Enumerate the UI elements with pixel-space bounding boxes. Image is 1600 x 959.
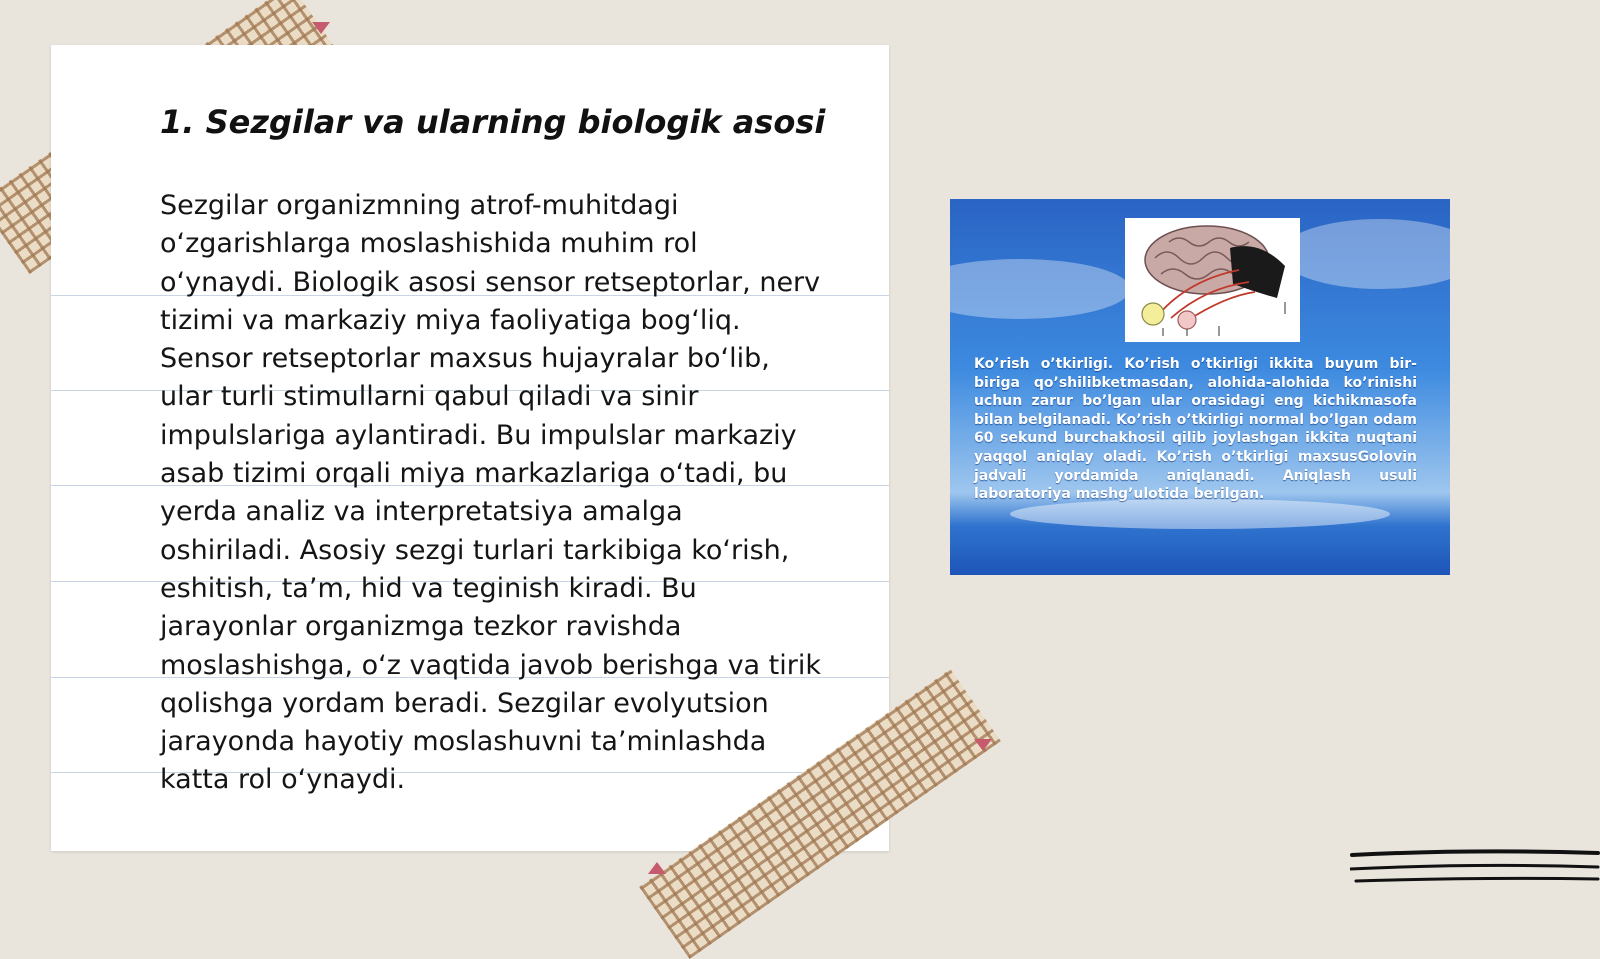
brush-stroke-lines bbox=[1350, 845, 1600, 890]
tape-corner-accent bbox=[312, 22, 330, 34]
brain-diagram-image bbox=[1125, 218, 1300, 342]
slide-body-text: Sezgilar organizmning atrof-muhitdagi o‘zgarishlarga moslashishida muhim rol o‘ynaydi. Biologik asosi sensor retseptorlar, nerv tizimi va markaziy miya faoliyatiga bog‘liq. Sensor retseptorlar maxsus hujayralar bo‘lib, ular turli stimullarni qabul qiladi va sinir impulslariga aylantiradi. Bu impulslar markaziy asab tizimi orqali miya markazlariga o‘tadi, bu yerda analiz va interpretatsiya amalga oshiriladi. Asosiy sezgi turlari tarkibiga ko‘rish, eshitish, ta’m, hid va teginish kiradi. Bu jarayonlar organizmga tezkor ravishda moslashishga, o‘z vaqtida javob berishga va tirik qolishga yordam beradi. Sezgilar evolyutsion jarayonda hayotiy moslashuvni ta’minlashda katta rol o‘ynaydi. bbox=[160, 190, 822, 796]
figure-caption: Ko’rish o’tkirligi. Ko’rish o’tkirligi ikkita buyum bir-biriga qo’shilibketmasdan, alohida-alohida ko’rinishi uchun zarur bo’lgan ular orasidagi eng kichikmasofa bilan belgilanadi. Ko’rish o’tkirligi normal bo’lgan odam 60 sekund burchakhosil qilib joylashgan ikkita nuqtani yaqqol aniqlay oladi. Ko’rish o’tkirligi maxsusGolovin jadvali yordamida aniqlanadi. Aniqlash usuli laboratoriya mashg’ulotida berilgan. bbox=[974, 356, 1417, 503]
brain-icon bbox=[1125, 218, 1300, 342]
lined-paper-card bbox=[51, 45, 889, 851]
tape-corner-accent bbox=[974, 739, 992, 751]
sky-cloud bbox=[950, 259, 1130, 319]
vision-acuity-figure bbox=[950, 199, 1450, 575]
slide-title: 1. Sezgilar va ularning biologik asosi bbox=[160, 103, 826, 141]
tape-corner-accent bbox=[648, 862, 666, 874]
sky-cloud bbox=[1280, 219, 1450, 289]
